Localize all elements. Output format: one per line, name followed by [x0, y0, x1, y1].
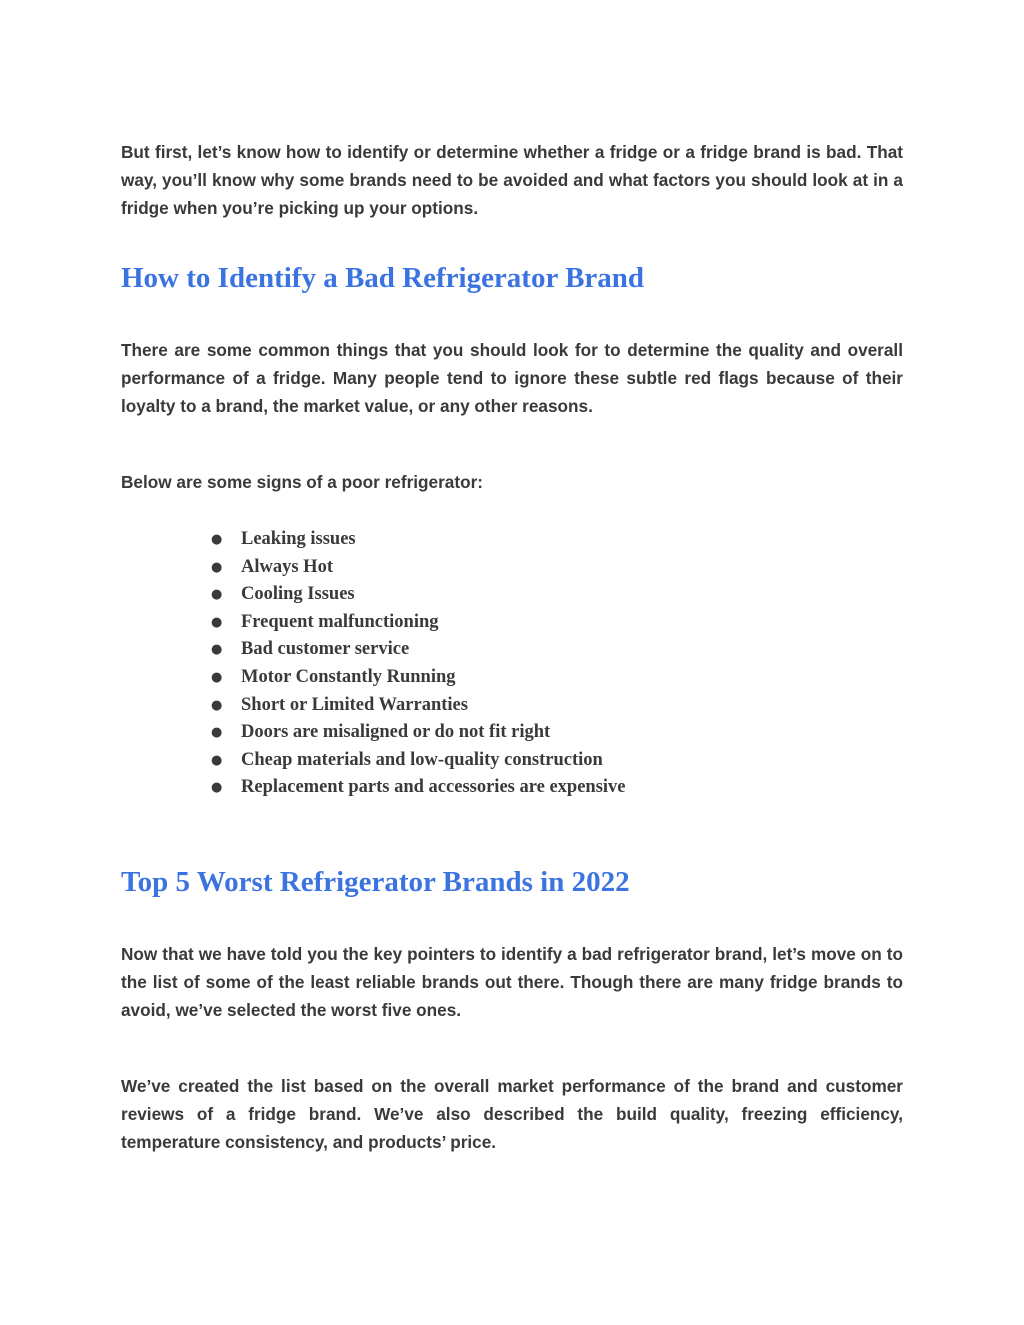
- bullet-icon: ●: [211, 587, 223, 603]
- list-item: [211, 609, 903, 637]
- intro-paragraph: But first, let’s know how to identify or determine whether a fridge or a fridge brand is bad. That way, you’ll know why some brands need to be avoided and what factors you should look at in a fridge when you’re picking up your options.: [121, 142, 903, 218]
- bullet-icon: ●: [211, 559, 223, 575]
- list-item: [211, 747, 903, 775]
- bullet-icon: ●: [211, 669, 223, 685]
- criteria-paragraph: We’ve created the list based on the overall market performance of the brand and customer reviews of a fridge brand. We’ve also described the build quality, freezing efficiency, temperature consistency, and products’ price.: [121, 1075, 903, 1152]
- bullet-icon: ●: [211, 780, 223, 796]
- list-item: [211, 554, 903, 582]
- list-item-label: Motor Constantly Running: [241, 666, 456, 687]
- list-item: [211, 719, 903, 747]
- list-item: [211, 526, 903, 554]
- bullet-icon: ●: [211, 642, 223, 658]
- list-item-label: Frequent malfunctioning: [241, 611, 439, 632]
- document-page: [121, 138, 903, 1156]
- signs-intro-paragraph: Below are some signs of a poor refrigerator:: [121, 472, 483, 492]
- bullet-icon: ●: [211, 614, 223, 630]
- bullet-icon: ●: [211, 725, 223, 741]
- list-item-label: Replacement parts and accessories are expensive: [241, 777, 626, 798]
- list-item-label: Always Hot: [241, 556, 333, 577]
- identify-paragraph: There are some common things that you should look for to determine the quality and overall performance of a fridge. Many people tend to ignore these subtle red flags because of their loyalty to a brand, the market value, or any other reasons.: [121, 340, 903, 416]
- list-item: [211, 692, 903, 720]
- list-item: [211, 664, 903, 692]
- list-item-label: Doors are misaligned or do not fit right: [241, 722, 551, 743]
- worst-brands-paragraph: Now that we have told you the key pointers to identify a bad refrigerator brand, let’s move on to the list of some of the least reliable brands out there. Though there are many fridge brands to avoid, we’ve selected the worst five ones.: [121, 943, 903, 1020]
- list-item-label: Short or Limited Warranties: [241, 694, 468, 715]
- list-item: [211, 581, 903, 609]
- list-item: [211, 636, 903, 664]
- list-item-label: Cooling Issues: [241, 584, 355, 605]
- bullet-icon: ●: [211, 752, 223, 768]
- list-item-label: Cheap materials and low-quality construction: [241, 749, 603, 770]
- list-item: [211, 774, 903, 802]
- bullet-icon: ●: [211, 697, 223, 713]
- bullet-icon: ●: [211, 532, 223, 547]
- list-item-label: Bad customer service: [241, 639, 410, 660]
- section-heading-identify: How to Identify a Bad Refrigerator Brand: [121, 262, 645, 294]
- section-heading-worst-brands: Top 5 Worst Refrigerator Brands in 2022: [121, 865, 630, 898]
- list-item-label: Leaking issues: [241, 529, 356, 549]
- signs-list: [121, 526, 903, 802]
